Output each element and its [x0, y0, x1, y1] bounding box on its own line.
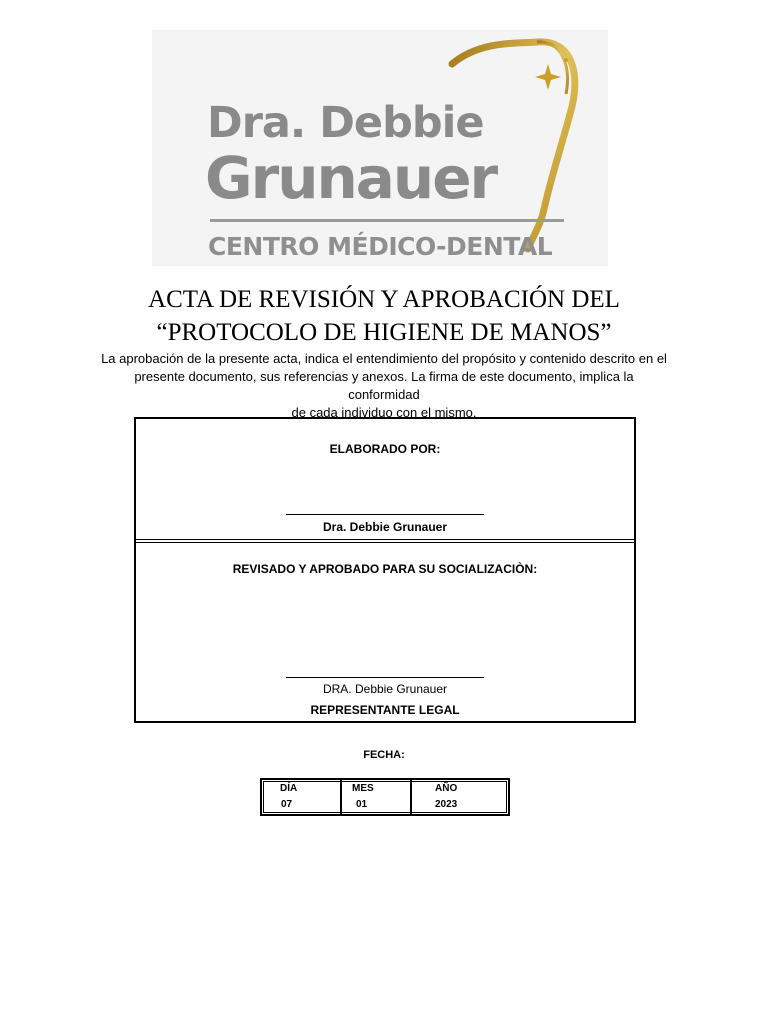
- revisado-role: REPRESENTANTE LEGAL: [310, 703, 460, 717]
- logo-line-center: CENTRO MÉDICO-DENTAL: [208, 232, 553, 261]
- signature-line-elaborado: [286, 514, 484, 515]
- date-header-year: AÑO: [435, 783, 458, 794]
- date-table-inner-border: [263, 781, 507, 813]
- date-value-month: 01: [356, 799, 368, 810]
- date-header-day: DÍA: [280, 783, 298, 794]
- intro-line: La aprobación de la presente acta, indica el entendimiento del propósito y contenido descrito en el: [101, 351, 667, 366]
- section-divider: [136, 539, 634, 540]
- logo-divider: [210, 219, 564, 222]
- document-title-line-1: ACTA DE REVISIÓN Y APROBACIÓN DEL: [148, 286, 620, 313]
- signature-line-revisado: [286, 677, 484, 678]
- elaborado-name: Dra. Debbie Grunauer: [322, 520, 448, 534]
- revisado-heading: REVISADO Y APROBADO PARA SU SOCIALIZACIÒN:: [232, 562, 538, 576]
- signature-table: [134, 417, 636, 723]
- document-title-line-2: “PROTOCOLO DE HIGIENE DE MANOS”: [156, 319, 612, 346]
- date-value-day: 07: [281, 799, 293, 810]
- intro-line: presente documento, sus referencias y anexos. La firma de este documento, implica la conformidad: [134, 369, 634, 402]
- revisado-name: DRA. Debbie Grunauer: [322, 682, 448, 696]
- date-table: [260, 778, 510, 816]
- logo-line-surname: Grunauer: [205, 144, 497, 212]
- logo-line-name: Dra. Debbie: [207, 98, 484, 148]
- section-divider: [136, 542, 634, 543]
- fecha-label: FECHA:: [363, 749, 405, 761]
- date-column-divider: [410, 780, 412, 814]
- date-value-year: 2023: [435, 799, 458, 810]
- date-header-month: MES: [352, 783, 374, 794]
- clinic-logo: [152, 30, 608, 266]
- intro-line: de cada individuo con el mismo.: [291, 405, 477, 420]
- elaborado-heading: ELABORADO POR:: [329, 442, 441, 456]
- intro-paragraph: [100, 350, 668, 422]
- date-column-divider: [340, 780, 342, 814]
